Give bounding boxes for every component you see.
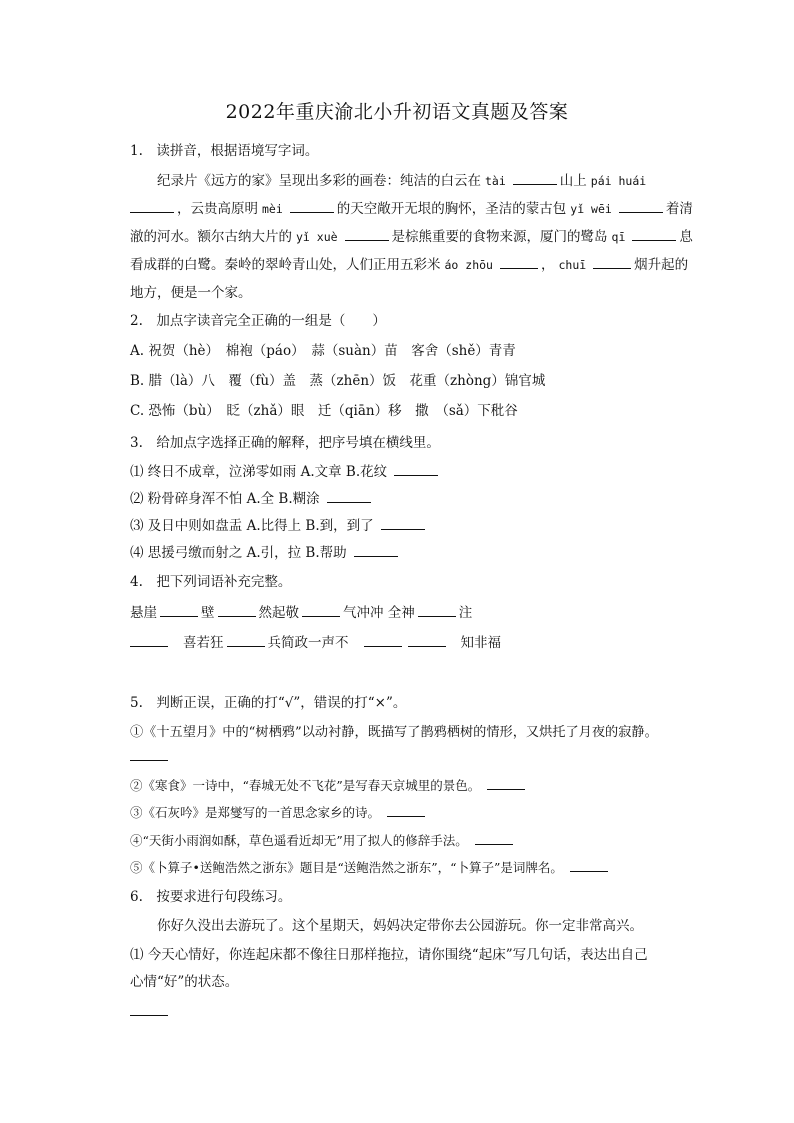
answer-blank[interactable] — [290, 199, 334, 213]
q6-answer-line — [130, 1002, 171, 1022]
answer-blank[interactable] — [160, 603, 198, 617]
q3-item-4: ⑷ 思援弓缴而射之 A.引，拉 B.帮助 — [130, 543, 401, 563]
q2-option-b: B. 腊（là）八 覆（fù）盖 蒸（zhēn）饭 花重（zhòng）锦官城 — [130, 373, 546, 389]
answer-blank[interactable] — [130, 1002, 168, 1016]
q6-passage: 你好久没出去游玩了。这个星期天，妈妈决定带你去公园游玩。你一定非常高兴。 — [157, 918, 643, 934]
answer-blank[interactable] — [487, 776, 525, 790]
q6-subquestion-1-cont: 心情“好”的状态。 — [130, 974, 239, 990]
q5-heading: 5. 判断正误，正确的打“√”，错误的打“×”。 — [130, 695, 407, 711]
q2-option-a: A. 祝贺（hè） 棉袍（páo） 蒜（suàn）苗 客舍（shě）青青 — [130, 343, 516, 359]
answer-blank[interactable] — [619, 199, 663, 213]
page-title: 2022年重庆渝北小升初语文真题及答案 — [225, 101, 569, 123]
q1-line-4: 看成群的白鹭。秦岭的翠岭青山处，人们正用五彩米 áo zhōu ， chuī 烟升起的 — [130, 257, 689, 273]
answer-blank[interactable] — [130, 633, 168, 647]
answer-blank[interactable] — [227, 633, 265, 647]
q3-item-3: ⑶ 及日中则如盘盂 A.比得上 B.到，到了 — [130, 516, 428, 536]
q3-item-1: ⑴ 终日不成章，泣涕零如雨 A.文章 B.花纹 — [130, 462, 441, 482]
q4-row-2: 喜若狂 兵简政一声不 知非福 — [130, 633, 501, 653]
q3-item-2: ⑵ 粉骨碎身浑不怕 A.全 B.糊涂 — [130, 489, 374, 509]
q5-item-1: ①《十五望月》中的“树栖鸦”以动衬静，既描写了鹊鸦栖树的情形，又烘托了月夜的寂静。 — [130, 725, 658, 740]
q5-item-2: ②《寒食》一诗中，“春城无处不飞花”是写春天京城里的景色。 — [130, 776, 528, 796]
answer-blank[interactable] — [513, 171, 557, 185]
answer-blank[interactable] — [500, 255, 538, 269]
q5-item-3: ③《石灰吟》是郑燮写的一首思念家乡的诗。 — [130, 803, 428, 823]
q6-subquestion-1: ⑴ 今天心情好，你连起床都不像往日那样拖拉，请你围绕“起床”写几句话，表达出自己 — [130, 947, 648, 963]
q6-heading: 6. 按要求进行句段练习。 — [130, 889, 292, 905]
answer-blank[interactable] — [302, 603, 340, 617]
q1-line-1: 纪录片《远方的家》呈现出多彩的画卷：纯洁的白云在 tài 山上 pái huái — [157, 173, 647, 189]
q1-line-3: 澈的河水。额尔古纳大片的 yǐ xuè 是棕熊重要的食物来源，厦门的鹭岛 qī 息 — [130, 229, 693, 245]
answer-blank[interactable] — [394, 462, 438, 476]
answer-blank[interactable] — [387, 803, 425, 817]
q1-line-5: 地方，便是一个家。 — [130, 285, 252, 301]
q2-heading: 2. 加点字读音完全正确的一组是（ ） — [130, 313, 386, 329]
q3-heading: 3. 给加点字选择正确的解释，把序号填在横线里。 — [130, 435, 440, 451]
answer-blank[interactable] — [570, 858, 608, 872]
answer-blank[interactable] — [218, 603, 256, 617]
answer-blank[interactable] — [381, 516, 425, 530]
answer-blank[interactable] — [354, 543, 398, 557]
answer-blank[interactable] — [130, 747, 168, 761]
answer-blank[interactable] — [632, 227, 676, 241]
answer-blank[interactable] — [418, 603, 456, 617]
q4-heading: 4. 把下列词语补充完整。 — [130, 574, 292, 590]
answer-blank[interactable] — [327, 489, 371, 503]
answer-blank[interactable] — [475, 831, 513, 845]
q5-item-4: ④“天街小雨润如酥，草色遥看近却无”用了拟人的修辞手法。 — [130, 831, 516, 851]
answer-blank[interactable] — [408, 633, 446, 647]
q5-item-5: ⑤《卜算子•送鲍浩然之浙东》题目是“送鲍浩然之浙东”，“卜算子”是词牌名。 — [130, 858, 611, 878]
q2-option-c: C. 恐怖（bù） 眨（zhǎ）眼 迁（qiān）移 撒 （sǎ）下秕谷 — [130, 403, 518, 419]
q4-row-1: 悬崖 壁 然起敬 气冲冲 全神 注 — [130, 605, 473, 621]
answer-blank[interactable] — [130, 199, 174, 213]
answer-blank[interactable] — [345, 227, 389, 241]
q5-item-1-blank — [130, 747, 171, 767]
answer-blank[interactable] — [593, 255, 631, 269]
q1-heading: 1. 读拼音，根据语境写字词。 — [130, 143, 319, 159]
q1-line-2: ，云贵高原明 mèi 的天空敞开无垠的胸怀，圣洁的蒙古包 yǐ wēi 着清 — [130, 199, 693, 219]
answer-blank[interactable] — [364, 633, 402, 647]
